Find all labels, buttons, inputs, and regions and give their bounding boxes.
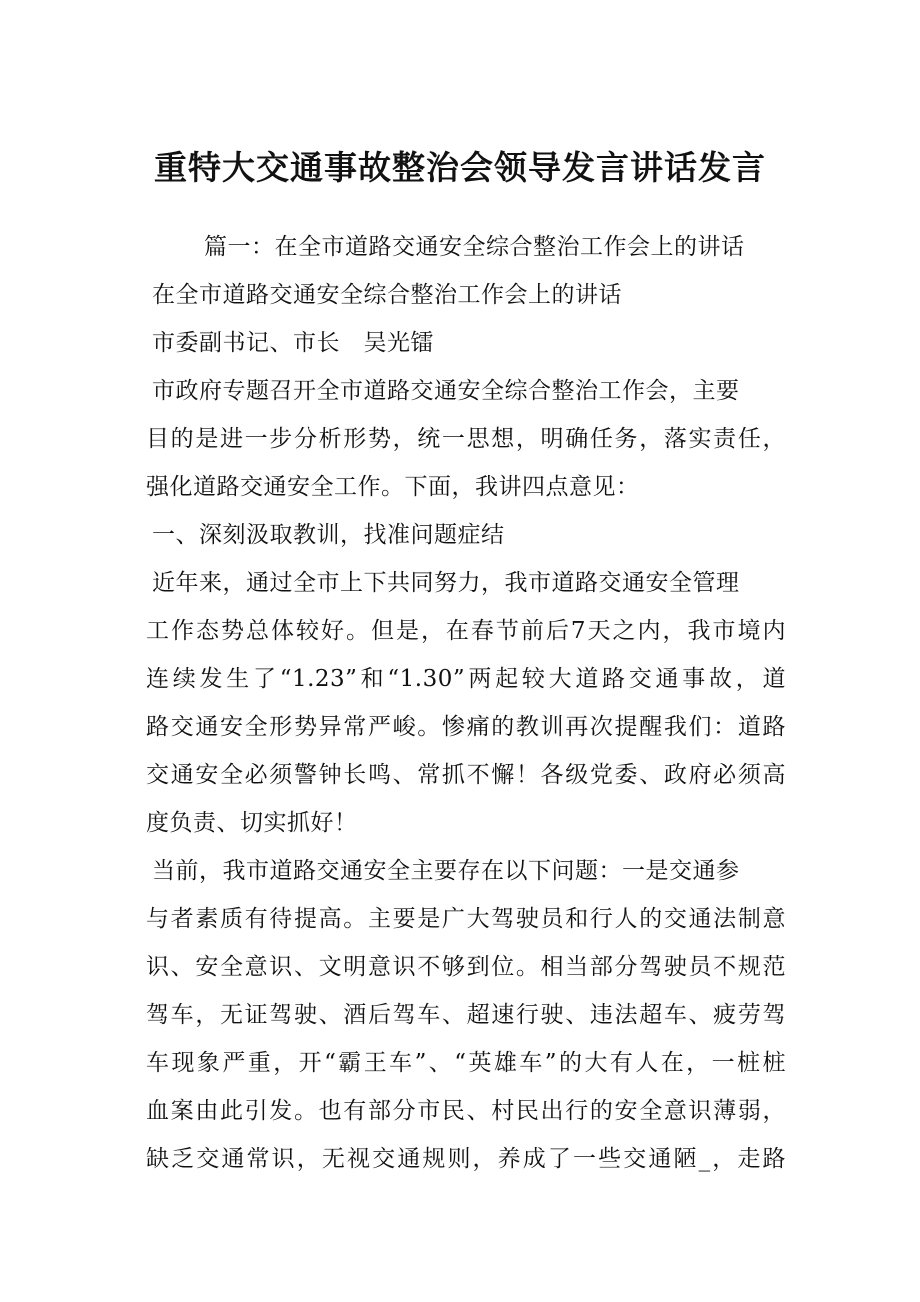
paragraph-line: 缺乏交通常识，无视交通规则，养成了一些交通陋_，走路 <box>146 1146 786 1172</box>
section-subheading: 一、深刻汲取教训，找准问题症结 <box>152 522 505 548</box>
paragraph-line: 识、安全意识、文明意识不够到位。相当部分驾驶员不规范 <box>146 954 786 980</box>
document-title: 重特大交通事故整治会领导发言讲话发言 <box>154 148 766 187</box>
paragraph-line: 血案由此引发。也有部分市民、村民出行的安全意识薄弱， <box>146 1098 786 1124</box>
paragraph-line: 与者素质有待提高。主要是广大驾驶员和行人的交通法制意 <box>146 906 786 932</box>
paragraph-line: 车现象严重，开“霸王车”、“英雄车”的大有人在，一桩桩 <box>146 1050 786 1076</box>
paragraph-line: 度负责、切实抓好！ <box>146 810 358 836</box>
speaker-line: 市委副书记、市长 吴光镭 <box>152 330 434 356</box>
paragraph-line: 当前，我市道路交通安全主要存在以下问题：一是交通参 <box>152 858 740 884</box>
paragraph-line: 交通安全必须警钟长鸣、常抓不懈！各级党委、政府必须高 <box>146 762 786 788</box>
paragraph-line: 强化道路交通安全工作。下面，我讲四点意见： <box>146 474 640 500</box>
speech-title: 在全市道路交通安全综合整治工作会上的讲话 <box>152 282 622 308</box>
paragraph-line: 目的是进一步分析形势，统一思想，明确任务，落实责任， <box>146 426 786 452</box>
paragraph-line: 连续发生了“1.23”和“1.30”两起较大道路交通事故，道 <box>146 666 786 692</box>
paragraph-line: 驾车，无证驾驶、酒后驾车、超速行驶、违法超车、疲劳驾 <box>146 1002 786 1028</box>
paragraph-line: 工作态势总体较好。但是，在春节前后7天之内，我市境内 <box>146 618 786 644</box>
paragraph-line: 路交通安全形势异常严峻。惨痛的教训再次提醒我们：道路 <box>146 714 786 740</box>
paragraph-line: 近年来，通过全市上下共同努力，我市道路交通安全管理 <box>152 570 740 596</box>
section-heading: 篇一：在全市道路交通安全综合整治工作会上的讲话 <box>204 234 745 260</box>
paragraph-line: 市政府专题召开全市道路交通安全综合整治工作会，主要 <box>152 378 740 404</box>
